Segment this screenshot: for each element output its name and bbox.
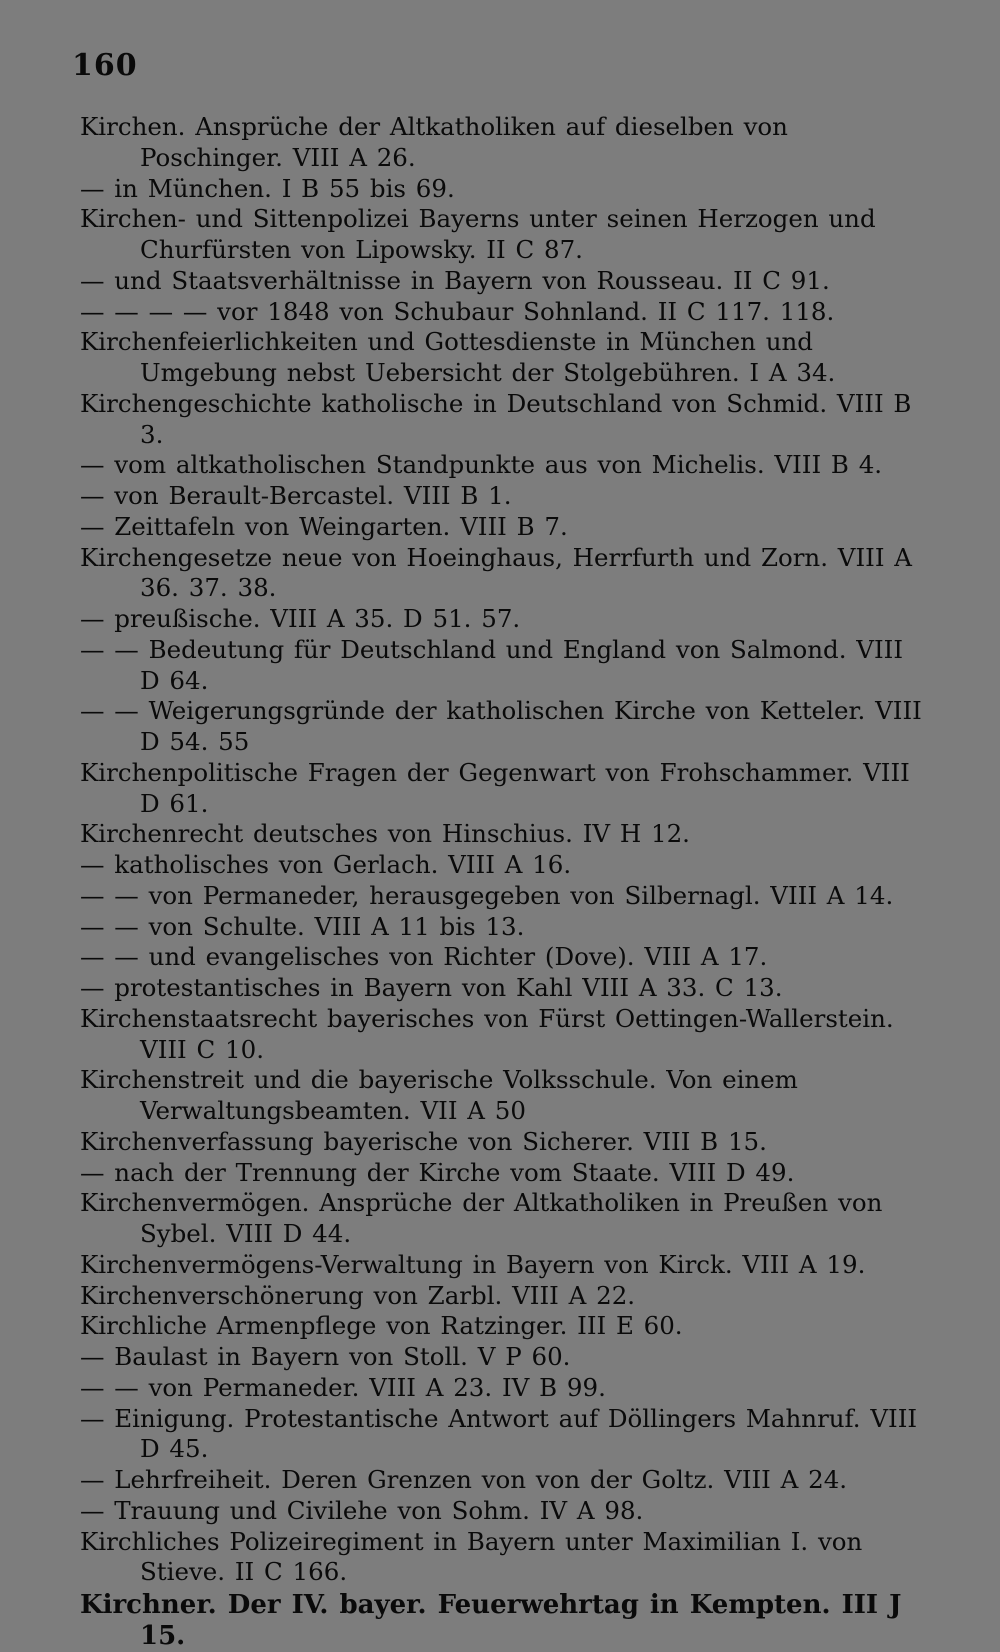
index-entries [80,112,932,1652]
index-entry: — und Staatsverhältnisse in Bayern von Rousseau. II C 91. [80,265,830,295]
index-entry: Kirchengeschichte katholische in Deutschland von Schmid. VIII B 3. [80,388,912,449]
page-number: 160 [72,48,138,83]
index-entry: Kirchenverfassung bayerische von Sicherer. VIII B 15. [80,1126,767,1156]
index-entry: Kirchenstreit und die bayerische Volksschule. Von einem Verwaltungsbeamten. VII A 50 [80,1065,798,1125]
index-entry: — protestantisches in Bayern von Kahl VIII A 33. C 13. [80,973,783,1002]
index-entry: — katholisches von Gerlach. VIII A 16. [80,850,572,879]
index-entry: — — von Permaneder. VIII A 23. IV B 99. [80,1372,606,1402]
index-entry: Kirchenpolitische Fragen der Gegenwart von Frohschammer. VIII D 61. [80,757,910,818]
index-entry: — — — — vor 1848 von Schubaur Sohnland. II C 117. 118. [80,296,835,326]
index-entry: Kirchliches Polizeiregiment in Bayern unter Maximilian I. von Stieve. II C 166. [80,1526,863,1587]
index-entry: — Einigung. Protestantische Antwort auf Döllingers Mahnruf. VIII D 45. [80,1403,918,1464]
index-entry: Kirchenvermögen. Ansprüche der Altkatholiken in Preußen von Sybel. VIII D 44. [80,1188,883,1248]
index-entry: — Zeittafeln von Weingarten. VIII B 7. [80,511,568,541]
index-entry: — vom altkatholischen Standpunkte aus von Michelis. VIII B 4. [80,450,883,480]
index-entry: Kirchner. Der IV. bayer. Feuerwehrtag in Kempten. III J 15. [80,1590,902,1651]
index-entry: Kirchenvermögens-Verwaltung in Bayern von Kirck. VIII A 19. [80,1249,866,1279]
index-entry: Kirchen. Ansprüche der Altkatholiken auf dieselben von Poschinger. VIII A 26. [80,112,788,172]
index-entry: Kirchenrecht deutsches von Hinschius. IV H 12. [80,819,690,849]
index-entry: Kirchenverschönerung von Zarbl. VIII A 22. [80,1280,636,1310]
index-entry: — in München. I B 55 bis 69. [80,173,455,203]
index-entry: Kirchliche Armenpflege von Ratzinger. III E 60. [80,1311,683,1341]
index-entry: — — Weigerungsgründe der katholischen Kirche von Ketteler. VIII D 54. 55 [80,696,922,756]
index-entry: — — von Permaneder, herausgegeben von Silbernagl. VIII A 14. [80,880,894,910]
index-entry: — — von Schulte. VIII A 11 bis 13. [80,911,525,941]
index-entry: — Trauung und Civilehe von Sohm. IV A 98. [80,1495,644,1525]
index-entry: Kirchen- und Sittenpolizei Bayerns unter seinen Herzogen und Churfürsten von Lipowsky. II C 87. [80,204,876,264]
index-entry: Kirchengesetze neue von Hoeinghaus, Herrfurth und Zorn. VIII A 36. 37. 38. [80,542,912,603]
index-entry: — preußische. VIII A 35. D 51. 57. [80,604,521,633]
index-entry: — — und evangelisches von Richter (Dove). VIII A 17. [80,942,768,972]
index-entry: Kirchenfeierlichkeiten und Gottesdienste in München und Umgebung nebst Uebersicht der Stolgebühren. I A 34. [80,327,836,387]
index-entry: — — Bedeutung für Deutschland und England von Salmond. VIII D 64. [80,634,903,695]
index-entry: — von Berault-Bercastel. VIII B 1. [80,481,512,510]
index-entry: — Baulast in Bayern von Stoll. V P 60. [80,1342,571,1371]
index-entry: — Lehrfreiheit. Deren Grenzen von von der Goltz. VIII A 24. [80,1465,848,1494]
index-entry: — nach der Trennung der Kirche vom Staate. VIII D 49. [80,1157,795,1187]
index-entry: Kirchenstaatsrecht bayerisches von Fürst Oettingen-Wallerstein. VIII C 10. [80,1003,894,1064]
